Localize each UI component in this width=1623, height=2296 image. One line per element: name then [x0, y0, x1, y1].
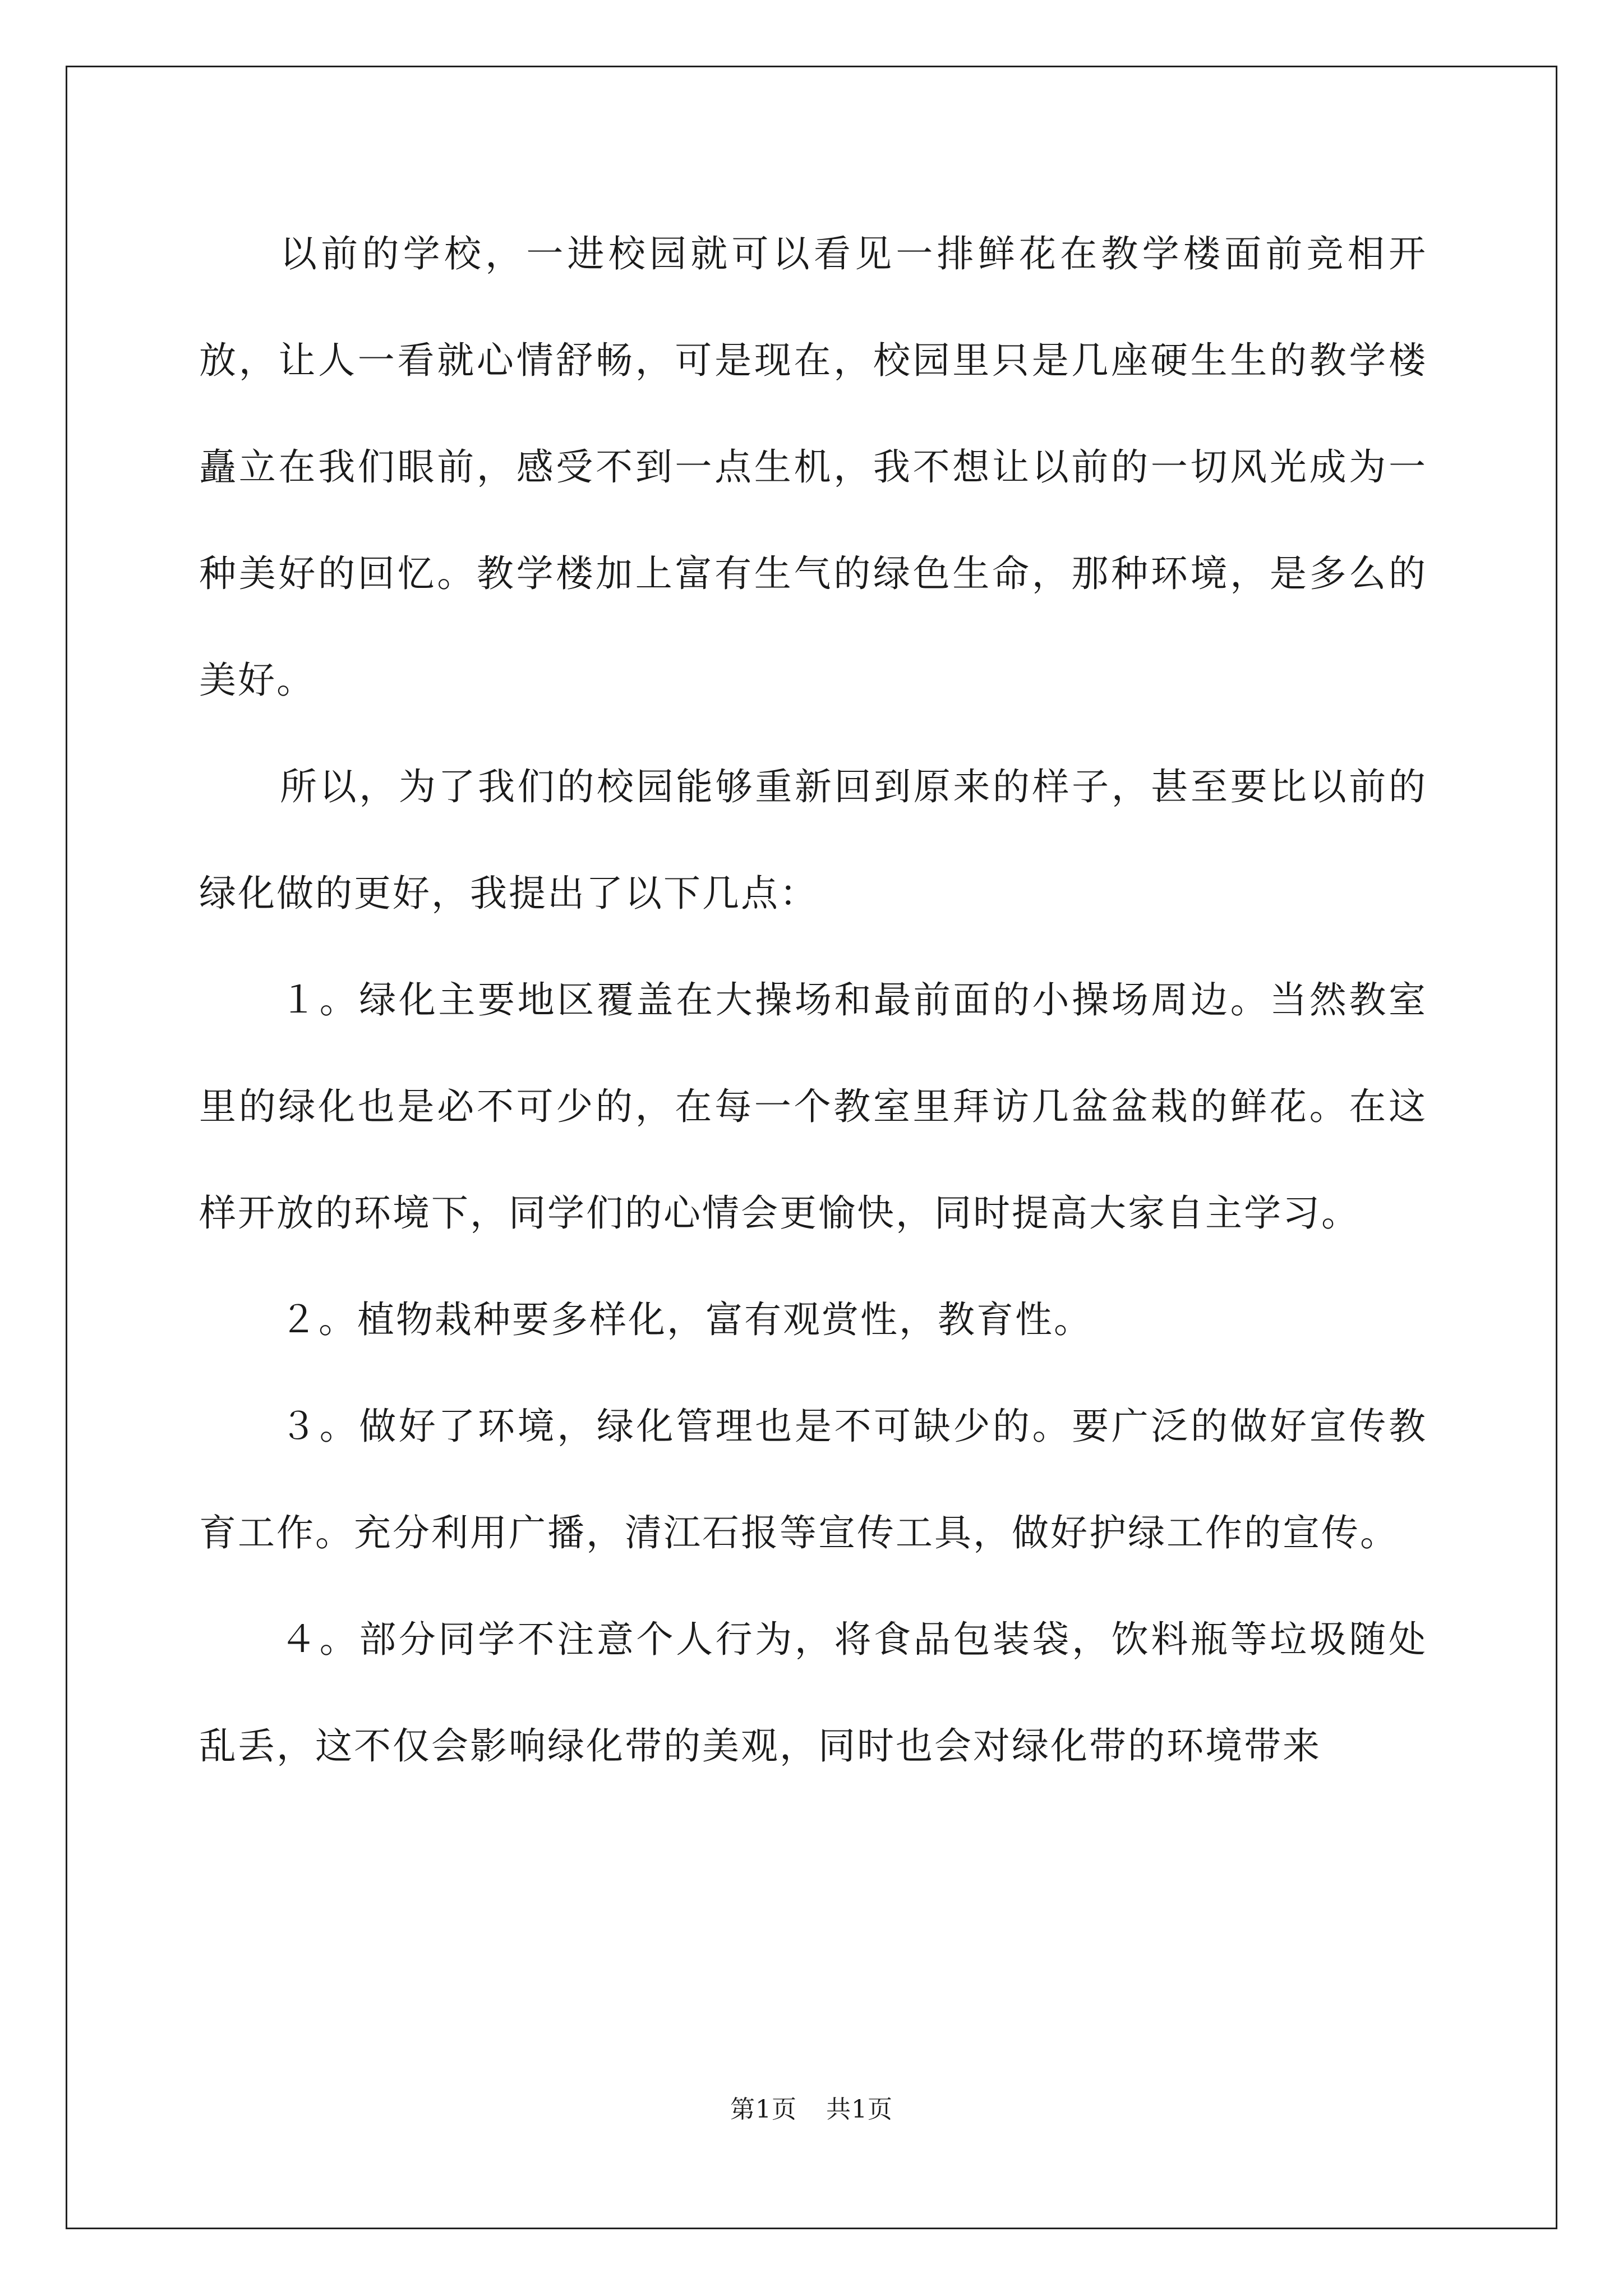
paragraph-1: 以前的学校，一进校园就可以看见一排鲜花在教学楼面前竞相开放，让人一看就心情舒畅，可是现在，校园里只是几座硬生生的教学楼矗立在我们眼前，感受不到一点生机，我不想让以前的一切风光成为一种美好的回忆。教学楼加上富有生气的绿色生命，那种环境，是多么的美好。 [199, 232, 1427, 702]
paragraph-6: ４。部分同学不注意个人行为，将食品包装袋，饮料瓶等垃圾随处乱丢，这不仅会影响绿化带的美观，同时也会对绿化带的环境带来 [199, 1618, 1427, 1768]
document-body [199, 201, 1427, 1800]
paragraph-4: ２。植物栽种要多样化，富有观赏性，教育性。 [280, 1298, 1092, 1341]
page-number-total: 共1页 [826, 2095, 893, 2124]
paragraph-5: ３。做好了环境，绿化管理也是不可缺少的。要广泛的做好宣传教育工作。充分利用广播，清江石报等宣传工具，做好护绿工作的宣传。 [199, 1405, 1427, 1554]
page-footer [0, 2093, 1623, 2127]
paragraph-3: １。绿化主要地区覆盖在大操场和最前面的小操场周边。当然教室里的绿化也是必不可少的，在每一个教室里拜访几盆盆栽的鲜花。在这样开放的环境下，同学们的心情会更愉快，同时提高大家自主学习。 [199, 978, 1427, 1235]
paragraph-2: 所以，为了我们的校园能够重新回到原来的样子，甚至要比以前的绿化做的更好，我提出了以下几点： [199, 765, 1427, 915]
page-number-current: 第1页 [730, 2095, 797, 2124]
